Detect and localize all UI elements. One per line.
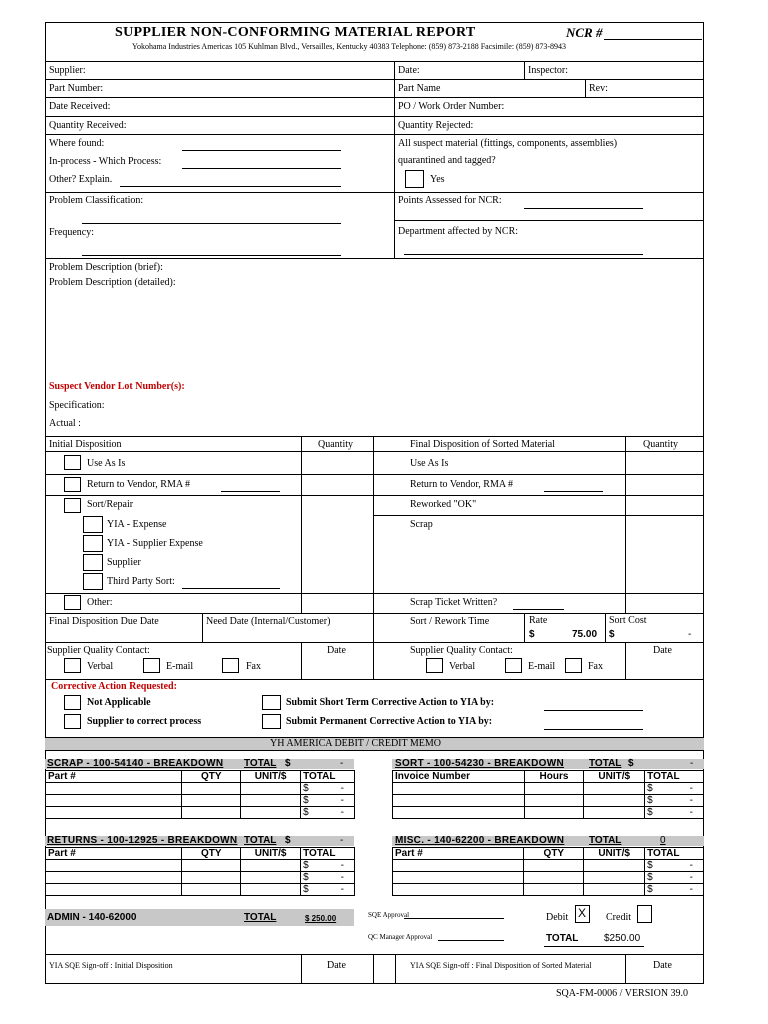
scrap-total-currency: $ (285, 758, 291, 769)
qty-received-label: Quantity Received: (49, 120, 127, 131)
scrap-table (45, 770, 355, 819)
supplier-checkbox[interactable] (83, 554, 103, 571)
qc-approval-label: QC Manager Approval (368, 933, 433, 941)
grand-total-label: TOTAL (546, 933, 579, 944)
table-row (46, 795, 355, 807)
other-label: Other: (87, 597, 113, 608)
divider (45, 97, 704, 98)
col-header: TOTAL (645, 848, 704, 860)
total-cell (301, 884, 355, 896)
admin-total-label: TOTAL (244, 912, 277, 923)
return-vendor-label: Return to Vendor, RMA # (87, 479, 191, 490)
divider (45, 495, 704, 496)
inspector-label: Inspector: (528, 65, 568, 76)
supplier-label: Supplier: (49, 65, 86, 76)
divider (301, 642, 302, 679)
supplier-correct-checkbox[interactable] (64, 714, 81, 729)
fax-checkbox[interactable] (222, 658, 239, 673)
cell[interactable] (241, 884, 301, 896)
currency: $ (303, 860, 309, 871)
final-use-as-is-label: Use As Is (410, 458, 449, 469)
part-number-label: Part Number: (49, 83, 104, 94)
scrap-label: Scrap (410, 519, 433, 530)
currency: $ (303, 872, 309, 883)
amount: - (689, 872, 693, 883)
divider (45, 258, 704, 259)
sqc-label: Supplier Quality Contact: (47, 645, 150, 656)
cell[interactable] (393, 884, 524, 896)
divider (373, 642, 374, 679)
total-cell (301, 872, 355, 884)
divider (45, 436, 704, 437)
sort-title: SORT - 100-54230 - BREAKDOWN (395, 758, 564, 769)
cell[interactable] (182, 795, 241, 807)
problem-classification-label: Problem Classification: (49, 195, 144, 206)
misc-table (392, 847, 704, 896)
total-cell (645, 860, 704, 872)
quantity-header: Quantity (318, 439, 353, 450)
sort-total-label: TOTAL (589, 758, 622, 769)
divider (625, 642, 626, 679)
other-explain-field[interactable] (120, 186, 341, 187)
divider (45, 61, 704, 62)
debit-mark: X (578, 906, 587, 920)
cell[interactable] (241, 872, 301, 884)
third-party-checkbox[interactable] (83, 573, 103, 590)
scrap-total-value: - (340, 758, 344, 769)
table-row (46, 884, 355, 896)
total-cell (301, 807, 355, 819)
final-verbal-checkbox[interactable] (426, 658, 443, 673)
final-contact-date-label: Date (653, 645, 672, 656)
table-row (393, 884, 704, 896)
frequency-field[interactable] (82, 255, 341, 256)
short-term-checkbox[interactable] (262, 695, 281, 710)
yes-label: Yes (430, 174, 445, 185)
cell[interactable] (584, 795, 645, 807)
col-header: TOTAL (301, 848, 355, 860)
where-found-field[interactable] (182, 150, 341, 151)
need-date-label: Need Date (Internal/Customer) (206, 616, 331, 627)
divider (625, 954, 626, 984)
cell[interactable] (524, 783, 584, 795)
admin-title: ADMIN - 140-62000 (47, 912, 137, 923)
col-header: UNIT/$ (241, 771, 301, 783)
amount: - (689, 795, 693, 806)
cell[interactable] (182, 872, 241, 884)
col-header: UNIT/$ (584, 771, 645, 783)
rev-label: Rev: (589, 83, 608, 94)
cell[interactable] (46, 860, 182, 872)
debit-label: Debit (546, 912, 569, 923)
total-cell (301, 795, 355, 807)
divider (605, 613, 606, 642)
amount: - (689, 860, 693, 871)
divider (585, 79, 586, 97)
divider (45, 679, 704, 680)
desc-brief-label: Problem Description (brief): (49, 262, 163, 273)
sort-repair-checkbox[interactable] (64, 498, 81, 513)
yes-checkbox[interactable] (405, 170, 424, 188)
cell[interactable] (182, 884, 241, 896)
final-return-vendor-label: Return to Vendor, RMA # (410, 479, 514, 490)
quantity-header: Quantity (643, 439, 678, 450)
scrap-ticket-field[interactable] (513, 609, 564, 610)
col-header: UNIT/$ (241, 848, 301, 860)
currency: $ (647, 884, 653, 895)
amount: - (689, 783, 693, 794)
cell[interactable] (241, 860, 301, 872)
points-assessed-label: Points Assessed for NCR: (398, 195, 502, 206)
cell[interactable] (393, 783, 525, 795)
cell[interactable] (584, 872, 645, 884)
cell[interactable] (241, 783, 301, 795)
use-as-is-checkbox[interactable] (64, 455, 81, 470)
misc-title: MISC. - 140-62200 - BREAKDOWN (395, 835, 565, 846)
email-label: E-mail (166, 661, 194, 672)
yia-expense-label: YIA - Expense (107, 519, 167, 530)
cell[interactable] (46, 807, 182, 819)
final-sqc-label: Supplier Quality Contact: (410, 645, 513, 656)
cell[interactable] (182, 783, 241, 795)
sort-cost-label: Sort Cost (609, 615, 647, 626)
divider (625, 436, 626, 613)
cell[interactable] (524, 872, 584, 884)
permanent-checkbox[interactable] (262, 714, 281, 729)
sqe-approval-label: SQE Approval (368, 911, 410, 919)
in-process-field[interactable] (182, 168, 341, 169)
divider (45, 134, 704, 135)
returns-table (45, 847, 355, 896)
other-explain-label: Other? Explain. (49, 174, 113, 185)
supplier-sort-label: Supplier (107, 557, 141, 568)
currency: $ (303, 884, 309, 895)
grand-total-value: $250.00 (604, 933, 641, 944)
col-header: Hours (524, 771, 584, 783)
col-header: TOTAL (301, 771, 355, 783)
final-disposition-header: Final Disposition of Sorted Material (410, 439, 555, 450)
cell[interactable] (524, 807, 584, 819)
sort-total-currency: $ (628, 758, 634, 769)
divider (395, 954, 396, 984)
initial-signoff-label: YIA SQE Sign-off : Initial Disposition (49, 961, 173, 970)
email-checkbox[interactable] (143, 658, 160, 673)
divider (45, 192, 704, 193)
problem-classification-field[interactable] (82, 223, 341, 224)
returns-total-label: TOTAL (244, 835, 277, 846)
col-header: Part # (46, 848, 182, 860)
table-row (393, 807, 704, 819)
currency: $ (303, 807, 309, 818)
table-row (46, 860, 355, 872)
date-received-label: Date Received: (49, 101, 111, 112)
actual-label: Actual : (49, 418, 81, 429)
table-row (393, 860, 704, 872)
initial-signoff-date: Date (327, 960, 346, 971)
third-party-field[interactable] (182, 588, 280, 589)
fax-label: Fax (246, 661, 261, 672)
currency: $ (647, 795, 653, 806)
company-address: Yokohama Industries Americas 105 Kuhlman Blvd., Versailles, Kentucky 40383 Telephone: (859) 873-2188 Facsimile: (859) 873-8943 (132, 42, 567, 51)
desc-detailed-label: Problem Description (detailed): (49, 277, 176, 288)
points-assessed-field[interactable] (524, 208, 643, 209)
cell[interactable] (524, 884, 584, 896)
table-row (46, 872, 355, 884)
divider (301, 436, 302, 613)
sort-rework-label: Sort / Rework Time (410, 616, 490, 627)
divider (301, 954, 302, 984)
cell[interactable] (393, 795, 525, 807)
amount: - (340, 872, 344, 883)
currency: $ (303, 783, 309, 794)
cell[interactable] (393, 807, 525, 819)
credit-label: Credit (606, 912, 631, 923)
scrap-total-label: TOTAL (244, 758, 277, 769)
divider (45, 954, 704, 955)
divider (373, 613, 374, 642)
total-cell (645, 807, 704, 819)
specification-label: Specification: (49, 400, 105, 411)
table-row (393, 795, 704, 807)
return-vendor-checkbox[interactable] (64, 477, 81, 492)
final-fax-label: Fax (588, 661, 603, 672)
grand-total-underline (544, 946, 644, 947)
misc-total-value: 0 (660, 835, 666, 846)
suspect-material-label: All suspect material (fittings, components, assemblies) (398, 138, 618, 149)
form-version: SQA-FM-0006 / VERSION 39.0 (556, 988, 689, 999)
permanent-date-field[interactable] (544, 729, 643, 730)
divider (394, 61, 395, 258)
permanent-label: Submit Permanent Corrective Action to YIA by: (286, 716, 493, 727)
currency: $ (647, 860, 653, 871)
part-name-label: Part Name (398, 83, 441, 94)
sort-repair-label: Sort/Repair (87, 499, 134, 510)
returns-total-currency: $ (285, 835, 291, 846)
currency: $ (647, 783, 653, 794)
cell[interactable] (182, 807, 241, 819)
misc-total-label: TOTAL (589, 835, 622, 846)
currency: $ (647, 807, 653, 818)
yia-expense-checkbox[interactable] (83, 516, 103, 533)
divider (45, 642, 704, 643)
other-checkbox[interactable] (64, 595, 81, 610)
department-field[interactable] (404, 254, 643, 255)
divider (394, 220, 704, 221)
rate-value: 75.00 (572, 629, 598, 640)
contact-date-label: Date (327, 645, 346, 656)
sort-total-value: - (690, 758, 694, 769)
cell[interactable] (524, 860, 584, 872)
yia-supplier-expense-checkbox[interactable] (83, 535, 103, 552)
divider (373, 515, 704, 516)
third-party-label: Third Party Sort: (107, 576, 175, 587)
cell[interactable] (46, 795, 182, 807)
cell[interactable] (524, 795, 584, 807)
table-row (393, 783, 704, 795)
final-email-label: E-mail (528, 661, 556, 672)
cell[interactable] (182, 860, 241, 872)
amount: - (689, 884, 693, 895)
short-term-label: Submit Short Term Corrective Action to YIA by: (286, 697, 495, 708)
po-number-label: PO / Work Order Number: (398, 101, 505, 112)
currency: $ (303, 795, 309, 806)
amount: - (340, 795, 344, 806)
cell[interactable] (393, 872, 524, 884)
verbal-label: Verbal (87, 661, 114, 672)
date-label: Date: (398, 65, 420, 76)
cell[interactable] (584, 884, 645, 896)
amount: - (340, 807, 344, 818)
form-title: SUPPLIER NON-CONFORMING MATERIAL REPORT (115, 25, 476, 40)
divider (45, 593, 704, 594)
divider (45, 116, 704, 117)
returns-title: RETURNS - 100-12925 - BREAKDOWN (47, 835, 238, 846)
amount: - (340, 884, 344, 895)
returns-total-value: - (340, 835, 344, 846)
final-email-checkbox[interactable] (505, 658, 522, 673)
memo-title: YH AMERICA DEBIT / CREDIT MEMO (270, 738, 442, 749)
yia-supplier-expense-label: YIA - Supplier Expense (107, 538, 203, 549)
col-header: UNIT/$ (584, 848, 645, 860)
divider (373, 954, 374, 984)
table-row (393, 872, 704, 884)
table-row (46, 807, 355, 819)
table-row (46, 783, 355, 795)
cell[interactable] (584, 783, 645, 795)
not-applicable-checkbox[interactable] (64, 695, 81, 710)
final-fax-checkbox[interactable] (565, 658, 582, 673)
quarantined-label: quarantined and tagged? (398, 155, 496, 166)
admin-total-value: $ 250.00 (305, 914, 337, 923)
total-cell (645, 783, 704, 795)
rate-label: Rate (529, 615, 548, 626)
cell[interactable] (241, 795, 301, 807)
total-cell (301, 860, 355, 872)
cell[interactable] (584, 860, 645, 872)
department-label: Department affected by NCR: (398, 226, 519, 237)
divider (45, 474, 704, 475)
corrective-title: Corrective Action Requested: (51, 681, 177, 692)
divider (373, 436, 374, 613)
qc-approval-field[interactable] (438, 940, 504, 941)
total-cell (301, 783, 355, 795)
total-cell (645, 872, 704, 884)
final-signoff-label: YIA SQE Sign-off : Final Disposition of Sorted Material (410, 961, 592, 970)
where-found-label: Where found: (49, 138, 105, 149)
ncr-number-field[interactable] (604, 39, 702, 40)
initial-disposition-header: Initial Disposition (49, 439, 122, 450)
amount: - (340, 860, 344, 871)
sort-table (392, 770, 704, 819)
sort-cost-currency: $ (609, 629, 615, 640)
cell[interactable] (46, 783, 182, 795)
final-due-label: Final Disposition Due Date (49, 616, 159, 627)
final-signoff-date: Date (653, 960, 672, 971)
col-header: QTY (524, 848, 584, 860)
total-cell (645, 884, 704, 896)
frequency-label: Frequency: (49, 227, 94, 238)
col-header: QTY (182, 771, 241, 783)
use-as-is-label: Use As Is (87, 458, 126, 469)
qty-rejected-label: Quantity Rejected: (398, 120, 474, 131)
credit-checkbox[interactable] (637, 905, 652, 923)
divider (45, 451, 704, 452)
reworked-ok-label: Reworked "OK" (410, 499, 477, 510)
cell[interactable] (241, 807, 301, 819)
not-applicable-label: Not Applicable (87, 697, 151, 708)
sqe-approval-field[interactable] (404, 918, 504, 919)
cell[interactable] (393, 860, 524, 872)
final-verbal-label: Verbal (449, 661, 476, 672)
col-header: TOTAL (645, 771, 704, 783)
divider (45, 79, 704, 80)
cell[interactable] (584, 807, 645, 819)
ncr-label: NCR # (566, 25, 603, 40)
short-term-date-field[interactable] (544, 710, 643, 711)
supplier-correct-label: Supplier to correct process (87, 716, 202, 727)
final-rma-field[interactable] (544, 491, 603, 492)
in-process-label: In-process - Which Process: (49, 156, 162, 167)
rate-currency: $ (529, 629, 535, 640)
cell[interactable] (46, 872, 182, 884)
amount: - (689, 807, 693, 818)
col-header: Part # (393, 848, 524, 860)
scrap-ticket-label: Scrap Ticket Written? (410, 597, 498, 608)
amount: - (340, 783, 344, 794)
col-header: QTY (182, 848, 241, 860)
col-header: Part # (46, 771, 182, 783)
scrap-title: SCRAP - 100-54140 - BREAKDOWN (47, 758, 224, 769)
verbal-checkbox[interactable] (64, 658, 81, 673)
suspect-lot-label: Suspect Vendor Lot Number(s): (49, 381, 185, 392)
sort-cost-value: - (688, 629, 692, 640)
divider (524, 613, 525, 642)
cell[interactable] (46, 884, 182, 896)
total-cell (645, 795, 704, 807)
divider (524, 61, 525, 79)
rma-field[interactable] (221, 491, 280, 492)
col-header: Invoice Number (393, 771, 525, 783)
divider (202, 613, 203, 642)
currency: $ (647, 872, 653, 883)
